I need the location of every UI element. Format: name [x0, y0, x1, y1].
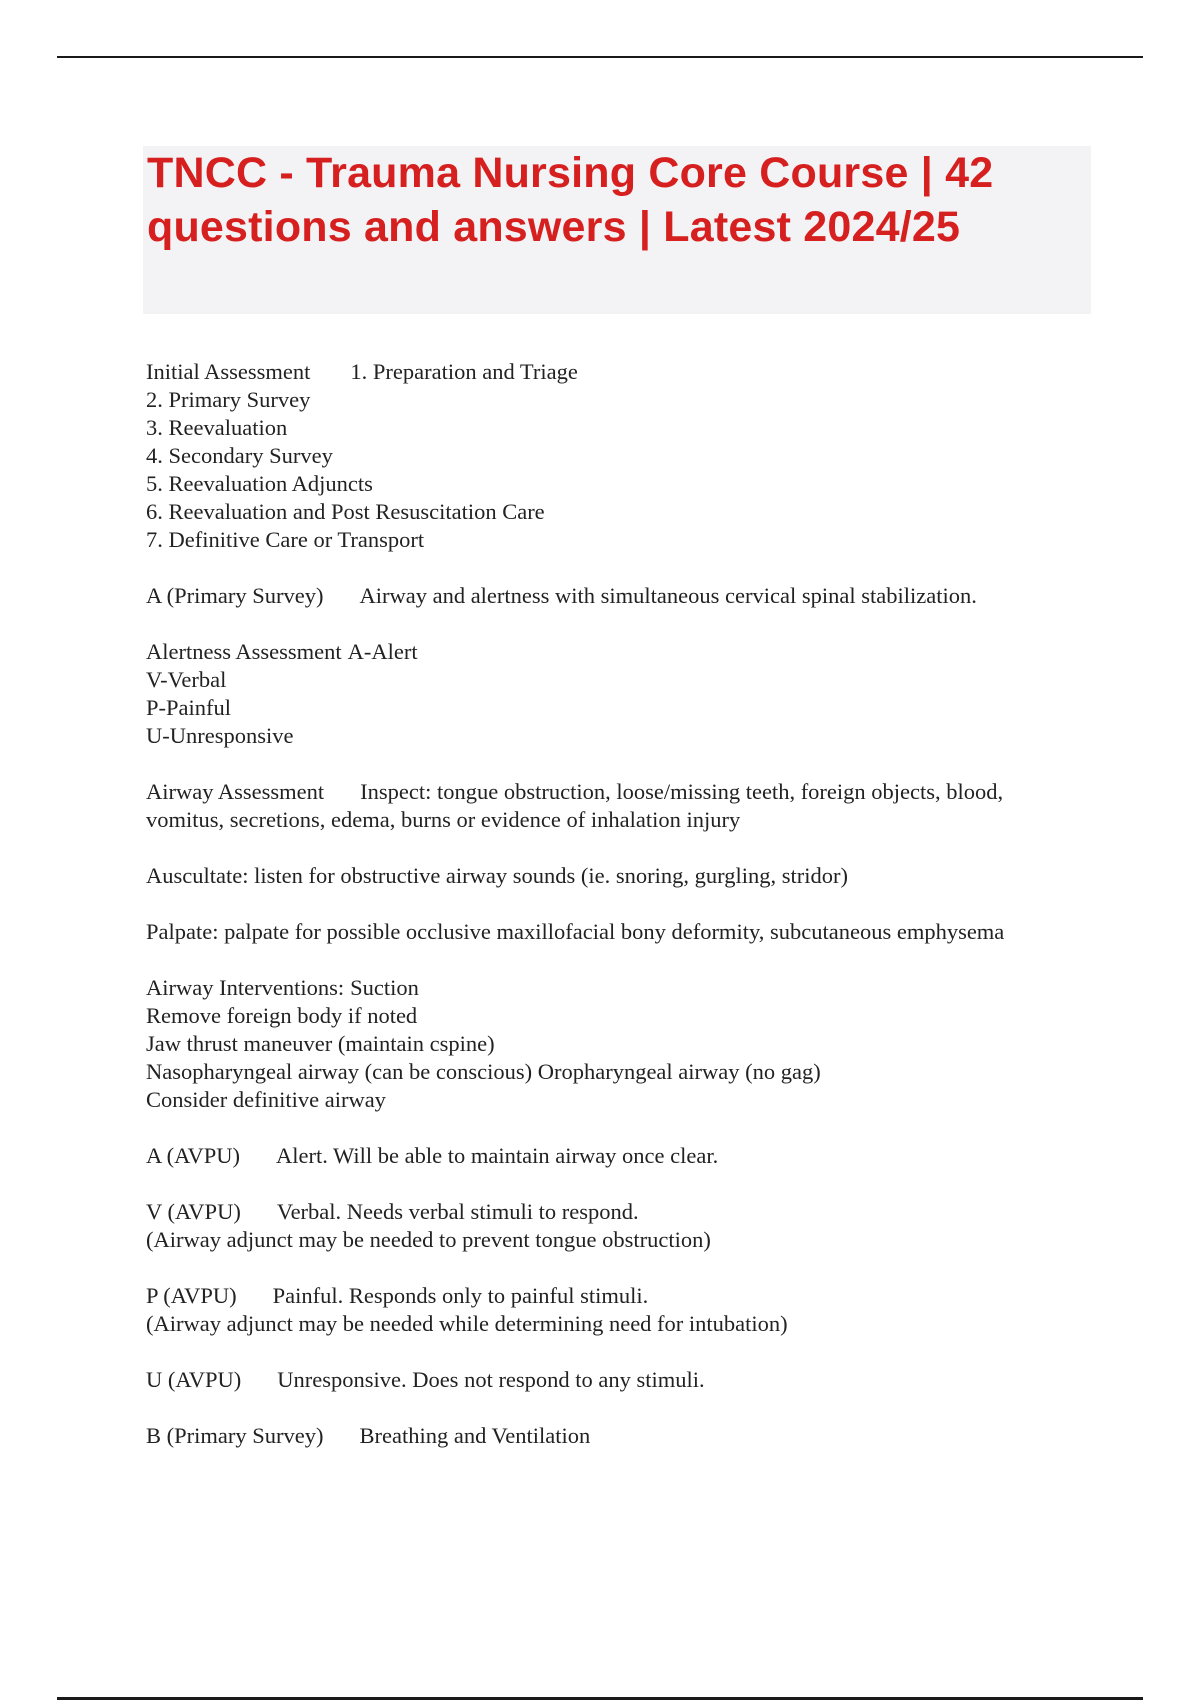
- term: A (AVPU): [146, 1143, 240, 1168]
- definition-line: 5. Reevaluation Adjuncts: [146, 471, 373, 496]
- definition-line: (Airway adjunct may be needed to prevent tongue obstruction): [146, 1227, 711, 1252]
- definition-line: 6. Reevaluation and Post Resuscitation Care: [146, 499, 545, 524]
- qa-item-a-avpu: [146, 1142, 1106, 1170]
- definition-line: Palpate: palpate for possible occlusive maxillofacial bony deformity, subcutaneous emphysema: [146, 919, 1005, 944]
- definition-line: Painful. Responds only to painful stimuli.: [272, 1283, 649, 1308]
- qa-item-alertness-assessment: [146, 638, 1106, 750]
- qa-item-b-primary-survey: [146, 1422, 1106, 1450]
- top-divider: [57, 56, 1143, 58]
- definition-line: V-Verbal: [146, 667, 227, 692]
- definition-line: Alert. Will be able to maintain airway once clear.: [275, 1143, 719, 1168]
- definition-line: Verbal. Needs verbal stimuli to respond.: [276, 1199, 639, 1224]
- definition-line: Breathing and Ventilation: [359, 1423, 591, 1448]
- definition-line: U-Unresponsive: [146, 723, 294, 748]
- qa-item-a-primary-survey: [146, 582, 1106, 610]
- definition-line: (Airway adjunct may be needed while determining need for intubation): [146, 1311, 788, 1336]
- term: Airway Interventions:: [146, 975, 345, 1000]
- definition-line: 4. Secondary Survey: [146, 443, 333, 468]
- document-body: [146, 358, 1106, 1478]
- title-banner: [143, 146, 1091, 314]
- term: A (Primary Survey): [146, 583, 324, 608]
- definition-line: Unresponsive. Does not respond to any stimuli.: [277, 1367, 705, 1392]
- qa-item-auscultate: [146, 862, 1106, 890]
- term: B (Primary Survey): [146, 1423, 324, 1448]
- term: V (AVPU): [146, 1199, 241, 1224]
- definition-line: Inspect: tongue obstruction, loose/missing teeth, foreign objects, blood,: [360, 779, 1004, 804]
- qa-item-airway-interventions: [146, 974, 1106, 1114]
- definition-line: A-Alert: [347, 639, 418, 664]
- definition-line: P-Painful: [146, 695, 232, 720]
- definition-line: Consider definitive airway: [146, 1087, 386, 1112]
- qa-item-palpate: [146, 918, 1106, 946]
- definition-line: 7. Definitive Care or Transport: [146, 527, 425, 552]
- qa-item-initial-assessment: [146, 358, 1106, 554]
- term: U (AVPU): [146, 1367, 242, 1392]
- qa-item-v-avpu: [146, 1198, 1106, 1254]
- qa-item-p-avpu: [146, 1282, 1106, 1338]
- definition-line: Airway and alertness with simultaneous cervical spinal stabilization.: [359, 583, 977, 608]
- qa-item-u-avpu: [146, 1366, 1106, 1394]
- term: Initial Assessment: [146, 359, 311, 384]
- definition-line: 3. Reevaluation: [146, 415, 288, 440]
- term: P (AVPU): [146, 1283, 237, 1308]
- definition-line: Auscultate: listen for obstructive airway sounds (ie. snoring, gurgling, stridor): [146, 863, 848, 888]
- definition-line: Suction: [350, 975, 419, 1000]
- definition-line: 1. Preparation and Triage: [350, 359, 578, 384]
- term: Airway Assessment: [146, 779, 325, 804]
- document-title: TNCC - Trauma Nursing Core Course | 42 questions and answers | Latest 2024/25: [147, 149, 994, 251]
- definition-line: Remove foreign body if noted: [146, 1003, 418, 1028]
- term: Alertness Assessment: [146, 639, 342, 664]
- definition-line: Nasopharyngeal airway (can be conscious) Oropharyngeal airway (no gag): [146, 1059, 821, 1084]
- definition-line: 2. Primary Survey: [146, 387, 311, 412]
- definition-line: vomitus, secretions, edema, burns or evidence of inhalation injury: [146, 807, 741, 832]
- qa-item-airway-assessment: [146, 778, 1106, 834]
- definition-line: Jaw thrust maneuver (maintain cspine): [146, 1031, 495, 1056]
